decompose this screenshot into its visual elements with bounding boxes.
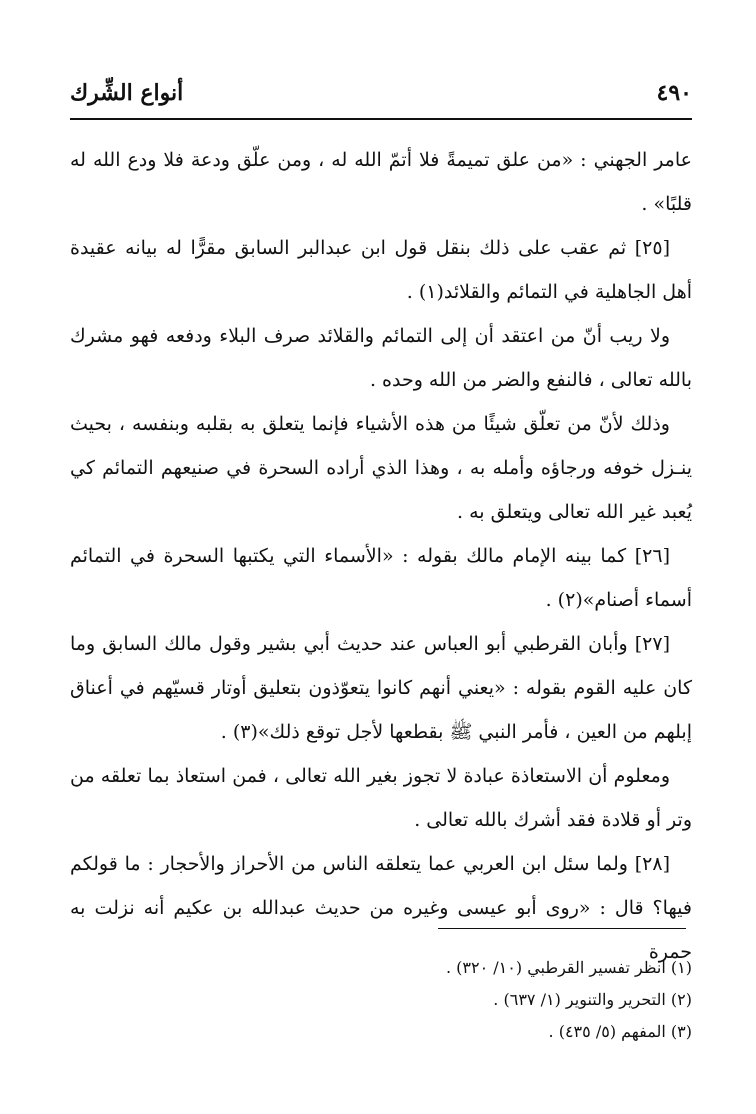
paragraph: ومعلوم أن الاستعاذة عبادة لا تجوز بغير الله تعالى ، فمن استعاذ بما تعلقه من وتر أو قلادة فقد أشرك بالله تعالى . [70, 765, 692, 831]
paragraph: ولا ريب أنّ من اعتقد أن إلى التمائم والقلائد صرف البلاء ودفعه فهو مشرك بالله تعالى ، فالنفع والضر من الله وحده . [70, 325, 692, 391]
footnote-divider [438, 928, 686, 929]
footnotes [70, 952, 692, 1048]
footnote: (١) انظر تفسير القرطبي (١٠/ ٣٢٠) . [445, 958, 692, 977]
footnote: (٢) التحرير والتنوير (١/ ٦٣٧) . [493, 990, 692, 1009]
running-header [70, 78, 692, 120]
chapter-title: أنواع الشِّرك [70, 80, 184, 106]
main-text [70, 138, 692, 974]
paragraph: [٢٦] كما بينه الإمام مالك بقوله : «الأسماء التي يكتبها السحرة في التمائم أسماء أصنام»(٢) . [70, 545, 692, 611]
paragraph: [٢٧] وأبان القرطبي أبو العباس عند حديث أبي بشير وقول مالك السابق وما كان عليه القوم بقوله : «يعني أنهم كانوا يتعوّذون بتعليق أوتار قسيّهم في أعناق إبلهم من العين ، فأمر النبي ﷺ بقطعها لأجل توقع ذلك»(٣) . [70, 633, 692, 743]
footnote: (٣) المفهم (٥/ ٤٣٥) . [548, 1022, 692, 1041]
paragraph: وذلك لأنّ من تعلّق شيئًا من هذه الأشياء فإنما يتعلق به بقلبه وبنفسه ، بحيث ينـزل خوفه ورجاؤه وأمله به ، وهذا الذي أراده السحرة في صنيعهم التمائم كي يُعبد غير الله تعالى ويتعلق به . [70, 413, 692, 523]
paragraph: [٢٥] ثم عقب على ذلك بنقل قول ابن عبدالبر السابق مقرًّا له بيانه عقيدة أهل الجاهلية في التمائم والقلائد(١) . [70, 237, 692, 303]
paragraph: [٢٨] ولما سئل ابن العربي عما يتعلقه الناس من الأحراز والأحجار : ما قولكم فيها؟ قال : «روى أبو عيسى وغيره من حديث عبدالله بن عكيم أنه نزلت به حمرة [70, 853, 692, 963]
paragraph: عامر الجهني : «من علق تميمةً فلا أتمّ الله له ، ومن علّق ودعة فلا ودع الله له قلبًا» . [70, 149, 692, 215]
page-number: ٤٩٠ [656, 80, 692, 106]
